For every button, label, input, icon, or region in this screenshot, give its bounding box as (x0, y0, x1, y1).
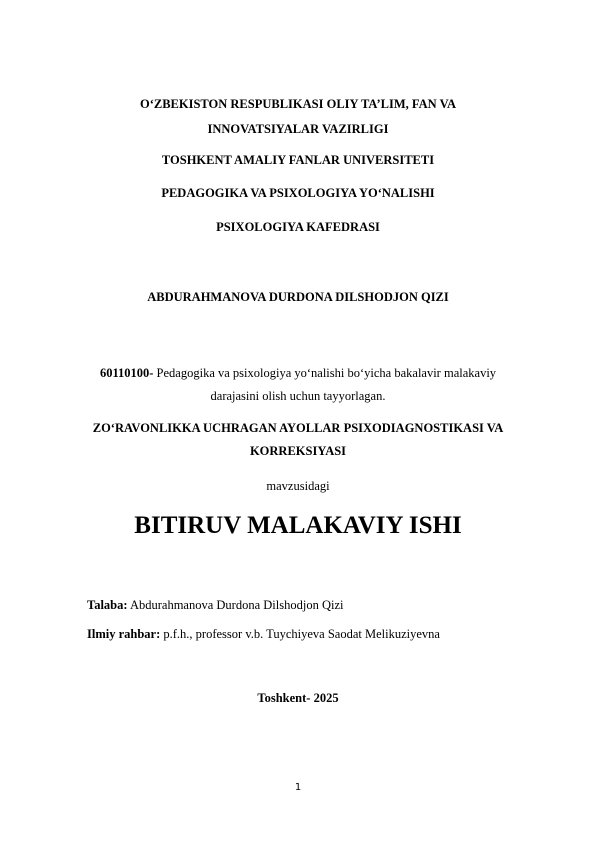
program-code: 60110100- (99, 366, 154, 380)
topic-line-2: KORREKSIYASI (249, 444, 347, 458)
topic-line-1: ZO‘RAVONLIKKA UCHRAGAN AYOLLAR PSIXODIAGNOSTIKASI VA (92, 421, 504, 435)
direction-name: PEDAGOGIKA VA PSIXOLOGIYA YO‘NALISHI (161, 186, 435, 200)
topic-suffix: mavzusidagi (266, 479, 330, 493)
supervisor-line (87, 626, 440, 642)
department-name: PSIXOLOGIYA KAFEDRASI (216, 220, 380, 234)
author-name: ABDURAHMANOVA DURDONA DILSHODJON QIZI (147, 290, 449, 304)
ministry-line-1: O‘ZBEKISTON RESPUBLIKASI OLIY TA’LIM, FAN VA (139, 97, 457, 111)
supervisor-value: p.f.h., professor v.b. Tuychiyeva Saodat Melikuziyevna (160, 627, 440, 641)
program-line-1 (0, 365, 596, 381)
place-year: Toshkent- 2025 (257, 691, 339, 705)
supervisor-label: Ilmiy rahbar: (87, 627, 161, 641)
program-line-2: darajasini olish uchun tayyorlagan. (210, 389, 386, 403)
university-name: TOSHKENT AMALIY FANLAR UNIVERSITETI (161, 153, 435, 167)
student-value: Abdurahmanova Durdona Dilshodjon Qizi (127, 598, 344, 612)
ministry-line-2: INNOVATSIYALAR VAZIRLIGI (207, 122, 389, 136)
student-label: Talaba: (87, 598, 128, 612)
page-number: 1 (294, 782, 302, 793)
student-line (87, 597, 343, 613)
work-title: BITIRUV MALAKAVIY ISHI (134, 512, 462, 539)
program-text-1: Pedagogika va psixologiya yo‘nalishi bo‘yicha bakalavir malakaviy (153, 366, 497, 380)
